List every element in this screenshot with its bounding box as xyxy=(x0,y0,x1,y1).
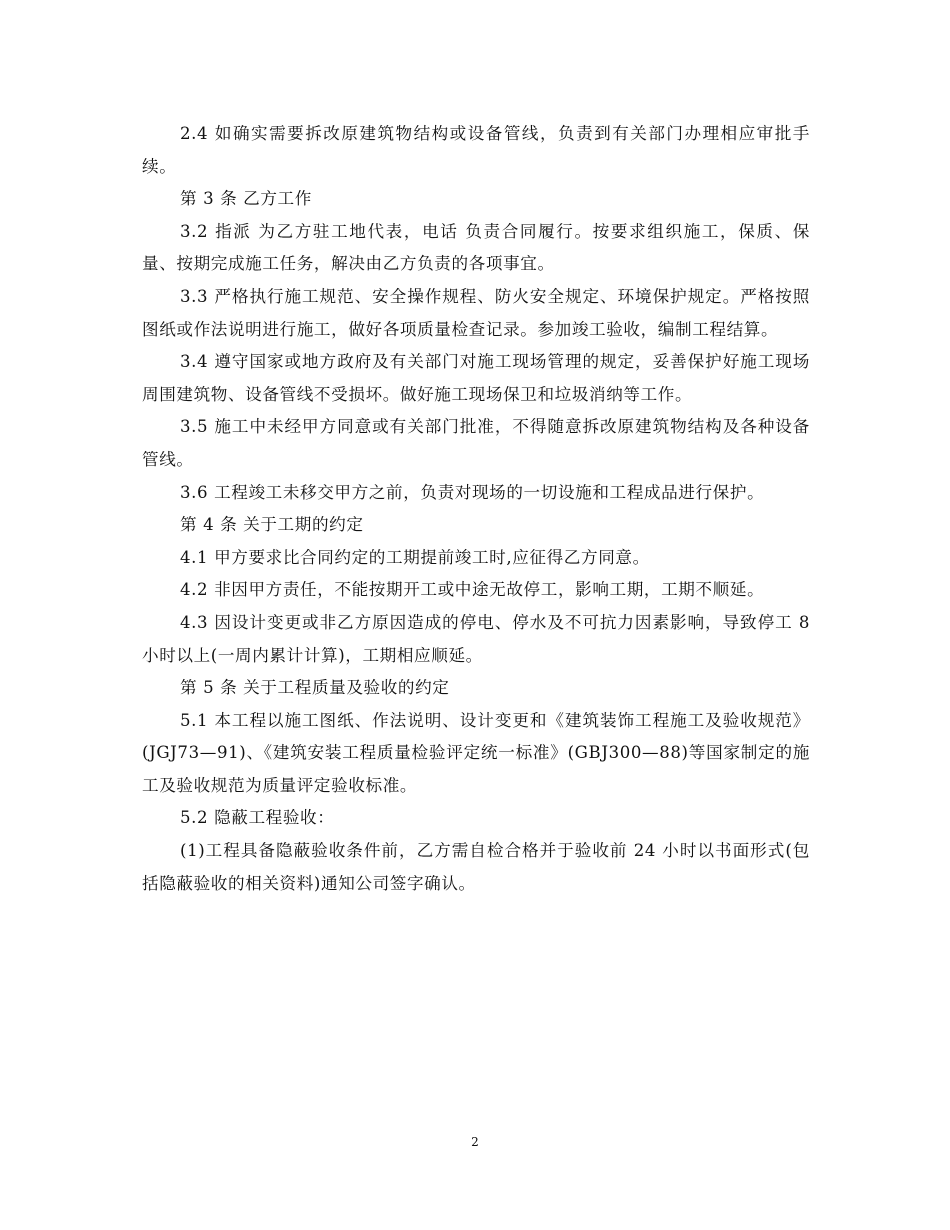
section-heading-5: 第 5 条 关于工程质量及验收的约定 xyxy=(180,678,450,698)
paragraph-3-6: 3.6 工程竣工未移交甲方之前，负责对现场的一切设施和工程成品进行保护。 xyxy=(180,482,765,502)
paragraph-4-3: 4.3 因设计变更或非乙方原因造成的停电、停水及不可抗力因素影响，导致停工 8 小时以上(一周内累计计算)，工期相应顺延。 xyxy=(142,612,810,665)
paragraph-5-1: 5.1 本工程以施工图纸、作法说明、设计变更和《建筑装饰工程施工及验收规范》(JGJ73—91)、《建筑安装工程质量检验评定统一标准》(GBJ300—88)等国家制定的施工及验收规范为质量评定验收标准。 xyxy=(142,710,810,795)
paragraph-3-3: 3.3 严格执行施工规范、安全操作规程、防火安全规定、环境保护规定。严格按照图纸或作法说明进行施工，做好各项质量检查记录。参加竣工验收，编制工程结算。 xyxy=(142,286,810,339)
page-number: 2 xyxy=(471,1135,479,1149)
paragraph-5-2-1: (1)工程具备隐蔽验收条件前，乙方需自检合格并于验收前 24 小时以书面形式(包括隐蔽验收的相关资料)通知公司签字确认。 xyxy=(142,841,810,893)
page-content xyxy=(142,118,810,900)
paragraph-2-4: 2.4 如确实需要拆改原建筑物结构或设备管线，负责到有关部门办理相应审批手续。 xyxy=(142,124,810,176)
paragraph-4-1: 4.1 甲方要求比合同约定的工期提前竣工时,应征得乙方同意。 xyxy=(180,547,650,567)
paragraph-4-2: 4.2 非因甲方责任，不能按期开工或中途无故停工，影响工期，工期不顺延。 xyxy=(180,580,765,600)
section-heading-3: 第 3 条 乙方工作 xyxy=(180,189,312,209)
paragraph-3-5: 3.5 施工中未经甲方同意或有关部门批准，不得随意拆改原建筑物结构及各种设备管线。 xyxy=(142,417,810,469)
section-heading-4: 第 4 条 关于工期的约定 xyxy=(180,515,364,535)
paragraph-3-2: 3.2 指派 为乙方驻工地代表，电话 负责合同履行。按要求组织施工，保质、保量、按期完成施工任务，解决由乙方负责的各项事宜。 xyxy=(142,221,810,274)
paragraph-3-4: 3.4 遵守国家或地方政府及有关部门对施工现场管理的规定，妥善保护好施工现场周围建筑物、设备管线不受损坏。做好施工现场保卫和垃圾消纳等工作。 xyxy=(142,352,810,404)
paragraph-5-2: 5.2 隐蔽工程验收： xyxy=(180,808,335,828)
